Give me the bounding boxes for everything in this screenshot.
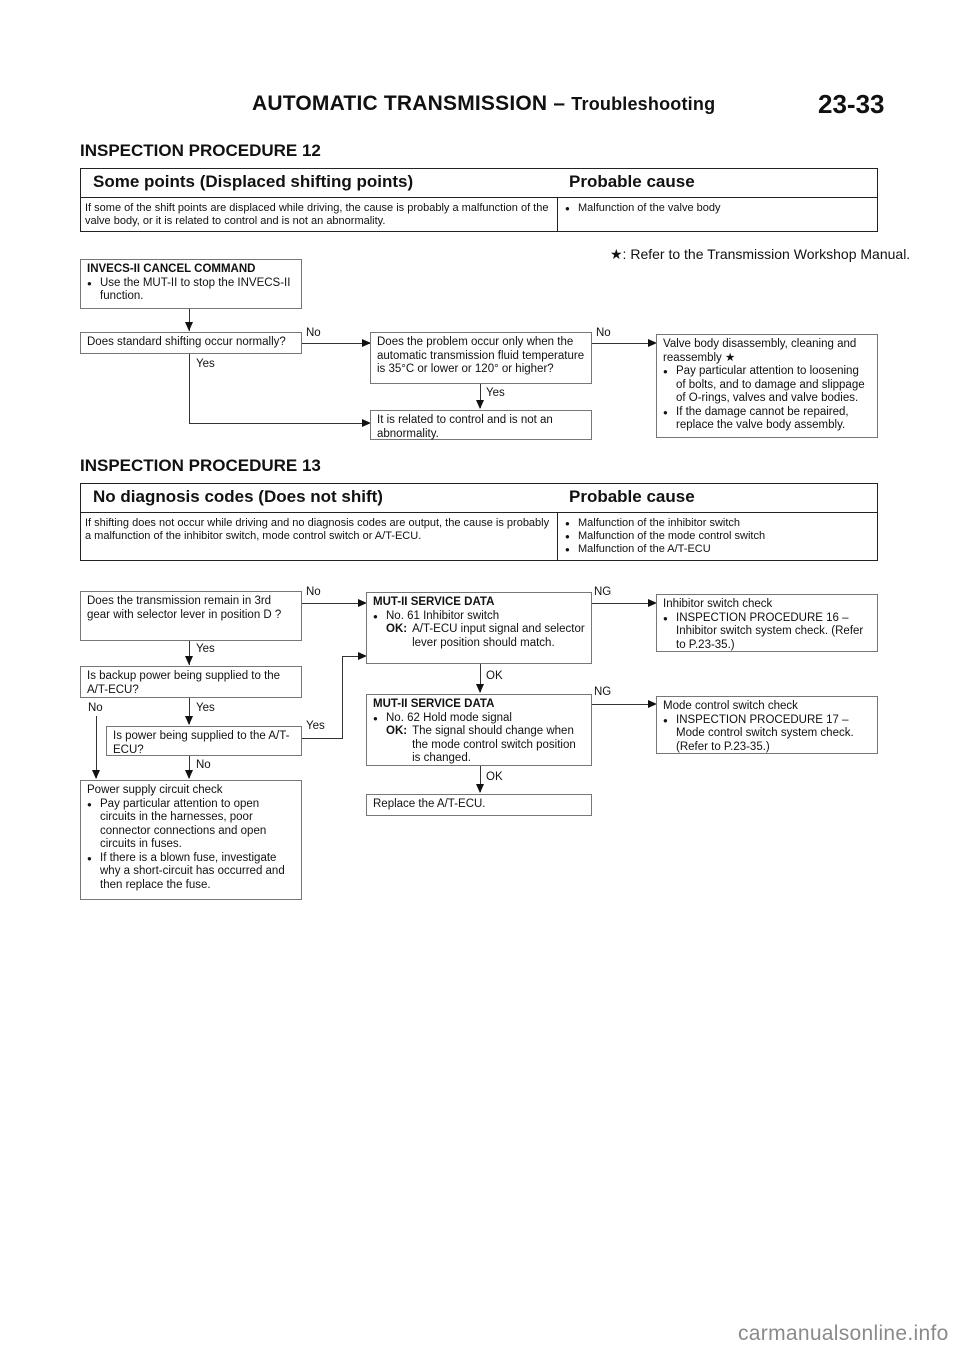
table-header-row xyxy=(81,169,877,198)
arrow-down-icon xyxy=(476,784,484,793)
page-number: 23-33 xyxy=(818,89,885,119)
connector-line xyxy=(342,656,343,739)
title-dash: – xyxy=(553,92,566,115)
inhibitor-check-item: ● INSPECTION PROCEDURE 16 – Inhibitor switch system check. (Refer to P.23-35.) xyxy=(663,612,871,653)
table-header-row xyxy=(81,484,877,513)
cause-list xyxy=(565,517,865,556)
cause-item: ● Malfunction of the inhibitor switch xyxy=(565,517,865,530)
arrow-down-icon xyxy=(92,770,100,779)
answer-yes-label: Yes xyxy=(196,358,215,370)
answer-ng-label: NG xyxy=(594,686,612,698)
invecs-cancel-box xyxy=(80,259,302,309)
service-data-item: ● No. 61 Inhibitor switch xyxy=(373,610,585,624)
connector-line xyxy=(96,716,97,778)
cause-item: ● Malfunction of the A/T-ECU xyxy=(565,543,865,556)
answer-ok-label: OK xyxy=(486,670,503,682)
probable-cause-heading: Probable cause xyxy=(569,487,695,506)
power-supply-item: ● If there is a blown fuse, investigate why a short-circuit has occurred and then replace the fuse. xyxy=(87,852,295,893)
procedure-12-title: INSPECTION PROCEDURE 12 xyxy=(80,141,321,160)
answer-yes-label: Yes xyxy=(486,387,505,399)
connector-line xyxy=(302,738,342,739)
inhibitor-switch-check-box xyxy=(656,594,878,652)
valve-body-item: ● Pay particular attention to loosening of bolts, and to damage and slippage of O-rings, valves and valve bodies. xyxy=(663,365,871,406)
answer-no-label: No xyxy=(306,586,321,598)
ok-text: The signal should change when the mode control switch position is changed. xyxy=(412,725,576,764)
symptom-description: If some of the shift points are displaced while driving, the cause is probably a malfunction of the valve body, or it is related to control and is not an abnormality. xyxy=(85,202,549,227)
mode-control-check-box xyxy=(656,696,878,754)
arrow-down-icon xyxy=(185,656,193,665)
connector-line xyxy=(592,603,652,604)
replace-ecu-box: Replace the A/T-ECU. xyxy=(366,794,592,816)
watermark: carmanualsonline.info xyxy=(738,1322,949,1345)
ok-label: OK: xyxy=(386,623,408,635)
connector-line xyxy=(302,343,370,344)
connector-line xyxy=(592,343,654,344)
valve-body-box xyxy=(656,334,878,438)
connector-line xyxy=(189,354,190,424)
answer-ok-label: OK xyxy=(486,771,503,783)
procedure-13-table xyxy=(80,483,878,561)
valve-body-item: ● If the damage cannot be repaired, replace the valve body assembly. xyxy=(663,406,871,433)
standard-shifting-question: Does standard shifting occur normally? xyxy=(80,332,302,354)
service-data-title: MUT-II SERVICE DATA xyxy=(373,596,495,608)
arrow-down-icon xyxy=(476,684,484,693)
answer-no-label: No xyxy=(306,327,321,339)
answer-no-label: No xyxy=(88,702,103,714)
connector-line xyxy=(302,603,364,604)
arrow-down-icon xyxy=(476,400,484,409)
connector-line xyxy=(592,704,652,705)
section-title-main: AUTOMATIC TRANSMISSION xyxy=(252,92,548,115)
cause-item: ● Malfunction of the valve body xyxy=(565,202,865,215)
symptom-description: If shifting does not occur while driving and no diagnosis codes are output, the cause is probably a malfunction of the inhibitor switch, mode control switch or A/T-ECU. xyxy=(85,517,550,542)
ok-label: OK: xyxy=(386,725,408,737)
invecs-item: ● Use the MUT-II to stop the INVECS-II function. xyxy=(87,277,295,304)
arrow-down-icon xyxy=(185,716,193,725)
service-data-item: ● No. 62 Hold mode signal xyxy=(373,712,585,726)
backup-power-question: Is backup power being supplied to the A/T-ECU? xyxy=(80,666,302,698)
connector-line xyxy=(189,423,369,424)
answer-yes-label: Yes xyxy=(196,702,215,714)
answer-no-label: No xyxy=(196,759,211,771)
cause-list xyxy=(565,202,865,215)
third-gear-question: Does the transmission remain in 3rd gear with selector lever in position D ? xyxy=(80,591,302,641)
power-supply-question: Is power being supplied to the A/T-ECU? xyxy=(106,726,302,756)
control-related-result: It is related to control and is not an abnormality. xyxy=(370,410,592,440)
workshop-manual-note: ★: Refer to the Transmission Workshop Manual. xyxy=(610,246,911,262)
power-supply-circuit-box xyxy=(80,780,302,900)
valve-body-title: Valve body disassembly, cleaning and reassembly ★ xyxy=(663,338,857,364)
section-subtitle: Troubleshooting xyxy=(571,94,716,114)
procedure-12-table xyxy=(80,168,878,232)
symptom-heading: No diagnosis codes (Does not shift) xyxy=(93,487,383,506)
mode-check-item: ● INSPECTION PROCEDURE 17 – Mode control switch system check. (Refer to P.23-35.) xyxy=(663,714,871,755)
arrow-down-icon xyxy=(185,770,193,779)
answer-yes-label: Yes xyxy=(196,643,215,655)
service-data-62-box xyxy=(366,694,592,766)
table-divider xyxy=(557,512,558,560)
mode-check-title: Mode control switch check xyxy=(663,700,798,712)
arrow-down-icon xyxy=(185,322,193,331)
ok-text: A/T-ECU input signal and selector lever position should match. xyxy=(412,623,585,649)
probable-cause-heading: Probable cause xyxy=(569,172,695,191)
answer-yes-label: Yes xyxy=(306,720,325,732)
answer-ng-label: NG xyxy=(594,586,612,598)
power-supply-item: ● Pay particular attention to open circuits in the harnesses, poor connector connections and open circuits in fuses. xyxy=(87,798,295,852)
section-title xyxy=(252,92,715,116)
answer-no-label: No xyxy=(596,327,611,339)
procedure-13-title: INSPECTION PROCEDURE 13 xyxy=(80,456,321,475)
symptom-heading: Some points (Displaced shifting points) xyxy=(93,172,414,191)
inhibitor-check-title: Inhibitor switch check xyxy=(663,598,773,610)
table-divider xyxy=(557,197,558,231)
service-data-title: MUT-II SERVICE DATA xyxy=(373,698,495,710)
cause-item: ● Malfunction of the mode control switch xyxy=(565,530,865,543)
service-data-61-box xyxy=(366,592,592,664)
power-supply-title: Power supply circuit check xyxy=(87,784,223,796)
fluid-temperature-question: Does the problem occur only when the automatic transmission fluid temperature is 35°C or lower or 120° or higher? xyxy=(370,332,592,384)
ok-condition xyxy=(373,725,585,766)
ok-condition xyxy=(373,623,585,650)
invecs-title: INVECS-II CANCEL COMMAND xyxy=(87,263,256,275)
